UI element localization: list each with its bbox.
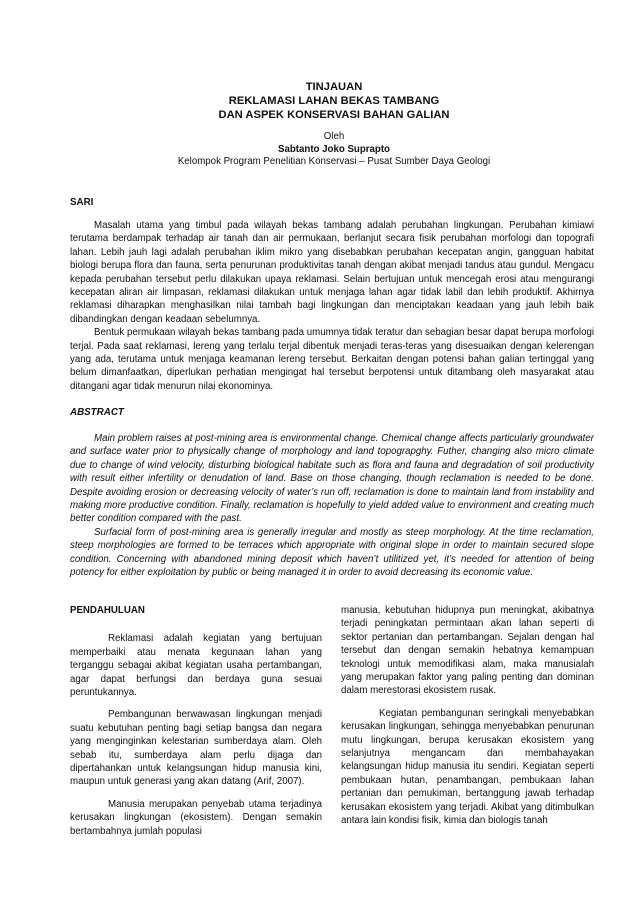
sari-paragraph: Masalah utama yang timbul pada wilayah bekas tambang adalah perubahan lingkungan. Perubahan kimiawi terutama berdampak terhadap air tanah dan air permukaan, berlanjut secara fisik perubahan morfologi dan topografi lahan. Lebih jauh lagi adalah perubahan iklim mikro yang disebabkan perubahan kecepatan angin, gangguan habitat biologi berupa flora dan fauna, serta penurunan produktivitas tanah dengan akibat menjadi tandus atau gundul. Mengacu kepada perubahan tersebut perlu dilakukan upaya reklamasi. Selain bertujuan untuk mencegah erosi atau mengurangi kecepatan aliran air limpasan, reklamasi dilakukan untuk menjaga lahan agar tidak labil dan lebih produktif. Akhirnya reklamasi diharapkan menghasilkan nilai tambah bagi lingkungan dan menciptakan keadaan yang jauh lebih baik dibandingkan dengan keadaan sebelumnya.	[70, 220, 594, 325]
intro-paragraph: Pembangunan berwawasan lingkungan menjadi suatu kebutuhan penting bagi setiap bangsa dan negara yang menginginkan kelestarian sumberdaya alam. Oleh sebab itu, sumberdaya alam perlu dijaga dan dipertahankan untuk kelangsungan hidup manusia kini, maupun untuk generasi yang akan datang (Arif, 2007).	[70, 709, 322, 788]
intro-paragraph: Kegiatan pembangunan seringkali menyebabkan kerusakan lingkungan, sehingga menyebabkan penurunan mutu lingkungan, berupa kerusakan ekosistem yang selanjutnya mengancam dan membahayakan kelangsungan hidup manusia itu sendiri. Kegiatan seperti pembukaan hutan, penambangan, pembukaan lahan pertanian dan pemukiman, bertanggung jawab terhadap kerusakan ekosistem yang terjadi. Akibat yang ditimbulkan antara lain kondisi fisik, kimia dan biologis tanah	[341, 707, 594, 827]
pendahuluan-heading: PENDAHULUAN	[70, 605, 145, 616]
abstract-paragraph: Surfacial form of post-mining area is generally irregular and mostly as steep morphology. At the time reclamation, steep morphologies are formed to be terraces which appropriate with original slope in order to maintain secured slope condition. Concerning with abandoned mining deposit which haven’t utilitized yet, it’s needed for attention of being potency for either exploitation by public or being managed it in order to avoid decreasing its economic value.	[70, 526, 594, 579]
abstract-heading: ABSTRACT	[70, 407, 124, 418]
author-name: Sabtanto Joko Suprapto	[278, 143, 390, 155]
by-label: Oleh	[323, 131, 345, 142]
left-column	[70, 604, 322, 838]
abstract-paragraph: Main problem raises at post-mining area is environmental change. Chemical change affects particularly groundwater and surface water prior to physically change of morphology and land topograpghy. Futher, changing also micro climate due to change of wind velocity, disturbing biological habitate such as flora and fauna and degradation of soil productivity with result either infertility or denudation of land. Base on those changing, though reclamation is needed to be done. Despite avoiding erosion or decreasing velocity of water’s run off, reclamation is done to maintain land from instability and making more productive condition. Finally, reclamation is hopefully to yield added value to environment and creating much better condition compared with the past.	[70, 433, 594, 525]
title-line: REKLAMASI LAHAN BEKAS TAMBANG	[228, 95, 440, 107]
sari-heading: SARI	[70, 197, 94, 208]
title-line: TINJAUAN	[305, 81, 363, 93]
right-column	[341, 604, 594, 828]
abstract-body	[70, 432, 594, 579]
affiliation: Kelompok Program Penelitian Konservasi – Pusat Sumber Daya Geologi	[177, 156, 491, 167]
paper-title	[60, 80, 608, 122]
intro-paragraph: Reklamasi adalah kegiatan yang bertujuan memperbaiki atau menata kegunaan lahan yang terganggu sebagai akibat kegiatan usaha pertambangan, agar dapat berfungsi dan berdaya guna sesuai peruntukannya.	[70, 633, 322, 699]
intro-paragraph: Manusia merupakan penyebab utama terjadinya kerusakan lingkungan (ekosistem). Dengan semakin bertambahnya jumlah populasi	[70, 798, 322, 837]
sari-body	[70, 219, 594, 393]
sari-paragraph: Bentuk permukaan wilayah bekas tambang pada umumnya tidak teratur dan sebagian besar dapat berupa morfologi terjal. Pada saat reklamasi, lereng yang terlalu terjal dibentuk menjadi teras-teras yang disesuaikan dengan kelerengan yang ada, terutama untuk menjaga keamanan lereng tersebut. Berkaitan dengan potensi bahan galian tertinggal yang belum dimanfaatkan, diperlukan perhatian mengingat hal tersebut berpotensi untuk ditambang oleh masyarakat atau ditangani agar tidak menurun nilai ekonominya.	[70, 327, 594, 392]
title-line: DAN ASPEK KONSERVASI BAHAN GALIAN	[218, 109, 450, 121]
intro-paragraph: manusia, kebutuhan hidupnya pun meningkat, akibatnya terjadi peningkatan permintaan akan lahan seperti di sektor pertanian dan pertambangan. Sejalan dengan hal tersebut dan dengan semakin hebatnya kemampuan teknologi untuk memodifikasi alam, maka manusialah yang merupakan faktor yang paling penting dan dominan dalam merestorasi ekosistem rusak.	[341, 605, 594, 697]
byline	[60, 131, 608, 156]
